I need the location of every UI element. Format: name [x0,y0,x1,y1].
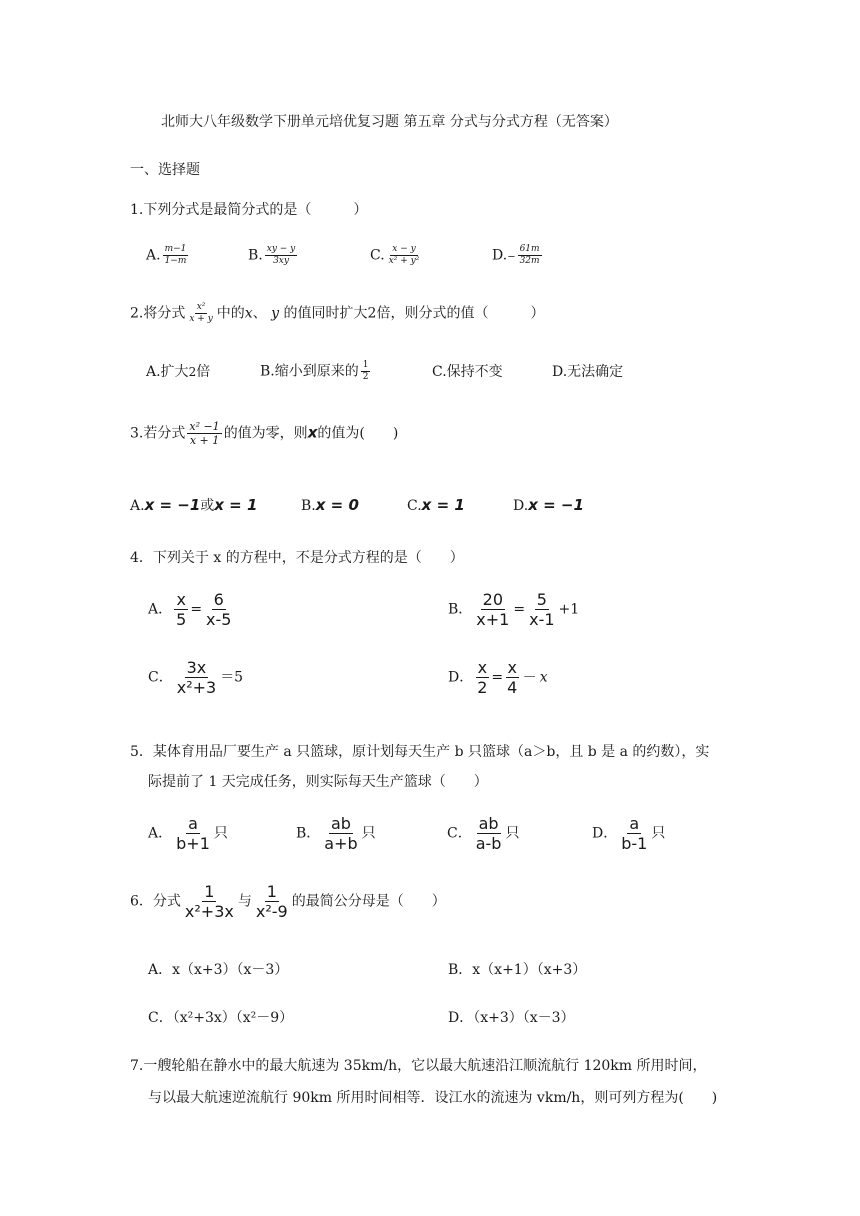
q6-option-b: B．x（x+1）（x+3） [448,962,587,978]
q2-option-a: A.扩大2倍 [146,364,211,380]
q4-option-c: C． $\frac{3x}{\text{x²+3}}$ ＝5 [148,658,244,698]
q5-option-b: B． $\frac{ab}{a+b}$ 只 [296,814,376,854]
question-1-stem: 1.下列分式是最简分式的是（ ） [130,202,368,218]
q6-option-d: D．（x+3）（x－3） [448,1010,575,1026]
question-5-line-2: 际提前了 1 天完成任务，则实际每天生产篮球（ ） [148,774,488,790]
q6-option-a: A．x（x+3）（x－3） [148,962,289,978]
question-5-line-1: 5．某体育用品厂要生产 a 只篮球，原计划每天生产 b 只篮球（a＞b，且 b 是 a 的约数），实 [130,744,710,760]
q4-option-a: A． $\frac{x}{5}$ = $\frac{6}{x-5}$ [148,590,232,630]
q6-option-c: C．（x²+3x）（x²－9） [148,1010,294,1026]
q2-option-d: D.无法确定 [552,364,624,380]
q1-option-c: C. $\frac{x - y}{\text{x² + y²}}$ [370,244,420,266]
q1-option-d: D.− $\frac{61m}{32m}$ [492,244,540,266]
question-3-stem: 3.若分式 $\frac{\text{x² −1}}{x + 1}$ 的值为零，则x的值为( ) [130,420,399,448]
q4-option-b: B． $\frac{20}{x+1}$ = $\frac{5}{x-1}$ +1 [448,590,580,630]
q1-option-a: A. $\frac{m-1}{1-m}$ [146,244,187,266]
question-7-line-2: 与以最大航速逆流航行 90km 所用时间相等．设江水的流速为 vkm/h，则可列方程为( ) [148,1090,718,1106]
q1-option-b: B. $\frac{xy - y}{3xy}$ [248,244,296,266]
q5-option-d: D． $\frac{a}{b-1}$ 只 [592,814,666,854]
q3-option-d: D.x = −1 [513,496,584,514]
q2-option-b: B.缩小到原来的 $\frac{1}{2}$ [260,360,369,382]
q3-option-b: B.x = 0 [301,496,359,514]
q3-option-c: C.x = 1 [407,496,465,514]
q5-option-a: A． $\frac{a}{b+1}$ 只 [148,814,228,854]
question-6-stem: 6．分式 $\frac{1}{\text{x²+3x}}$ 与 $\frac{1}{\text{x²-9}}$ 的最简公分母是（ ） [130,882,446,922]
question-4-stem: 4．下列关于 x 的方程中，不是分式方程的是（ ） [130,550,464,566]
q4-option-d: D． $\frac{x}{2}$ = $\frac{x}{4}$ － x [448,658,548,698]
q2-option-c: C.保持不变 [432,364,503,380]
question-2-stem: 2.将分式 $\frac{\text{x²}}{x + y}$ 中的x、 y 的值同时扩大2倍，则分式的值（ ） [130,302,545,324]
q3-option-a: A.x = −1或x = 1 [130,496,258,514]
q5-option-c: C． $\frac{ab}{a-b}$ 只 [447,814,520,854]
section-heading: 一、选择题 [130,162,200,178]
question-7-line-1: 7.一艘轮船在静水中的最大航速为 35km/h，它以最大航速沿江顺流航行 120km 所用时间， [130,1058,707,1074]
page-title: 北师大八年级数学下册单元培优复习题 第五章 分式与分式方程（无答案） [161,114,618,130]
